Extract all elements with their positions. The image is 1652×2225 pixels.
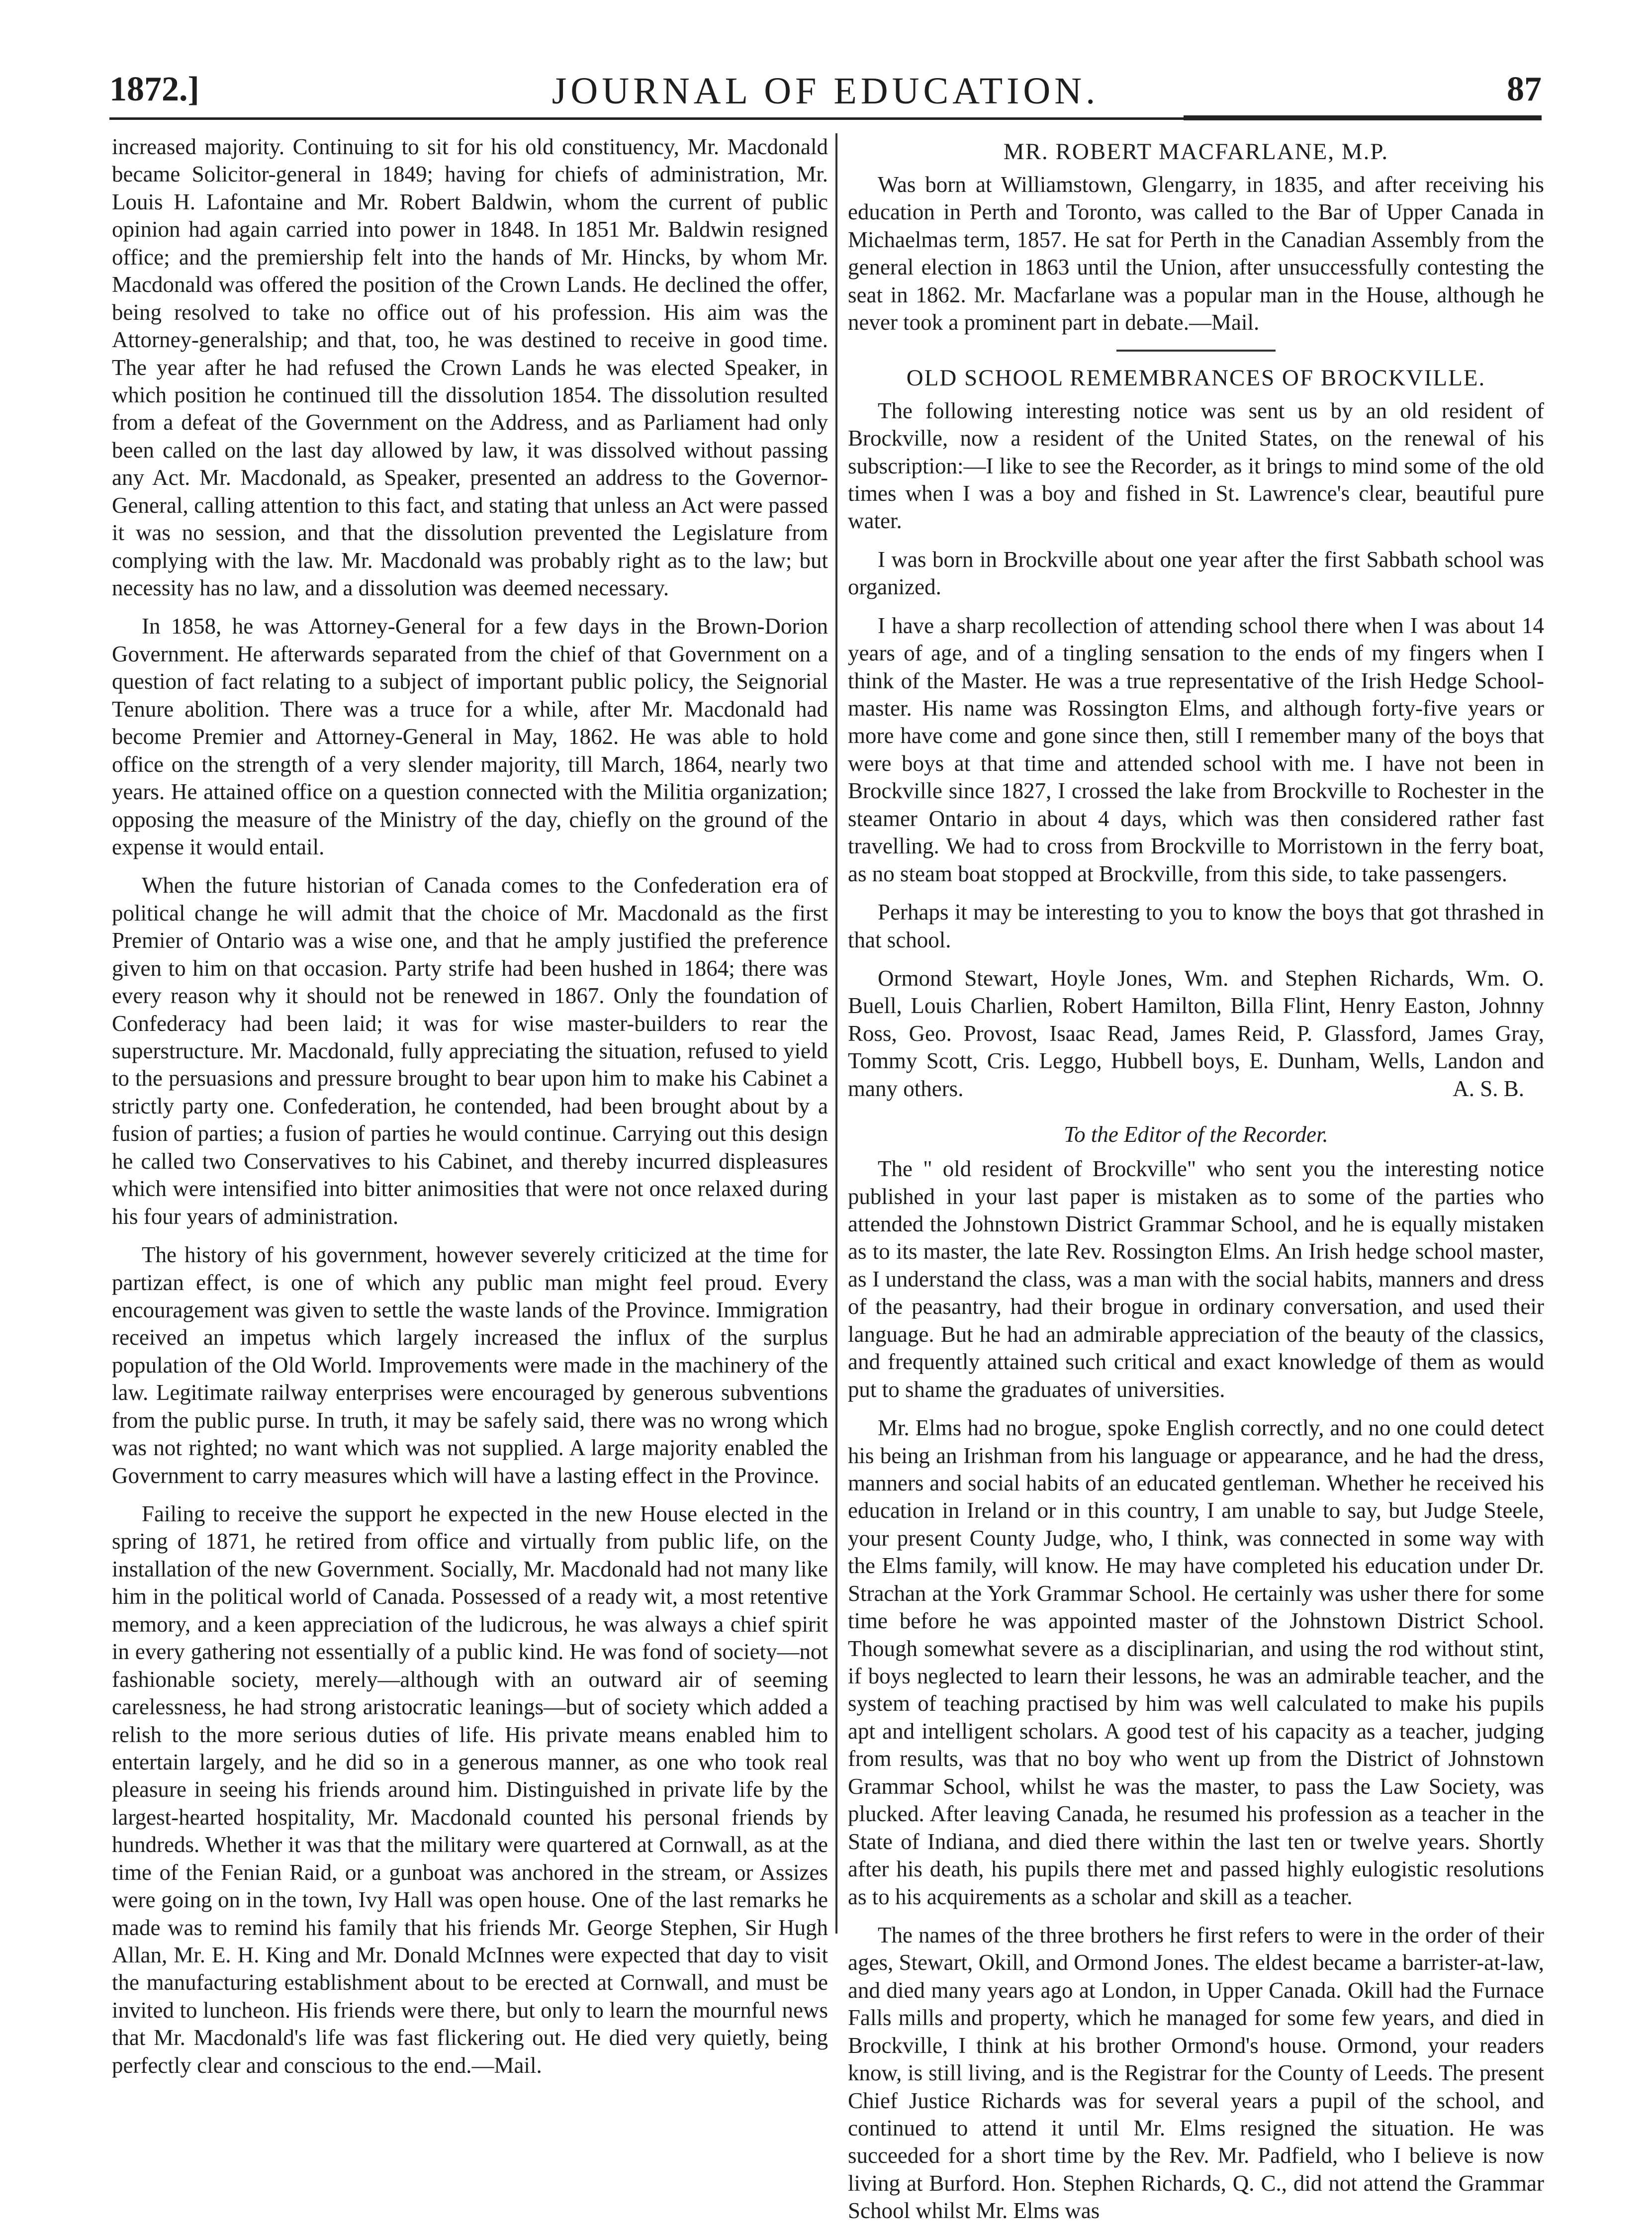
section-rule [1116,350,1276,352]
brockville-paragraph-1: The following interesting notice was sent us by an old resident of Brockville, now a resident of the United States, on the renewal of his subscription:—I like to see the Recorder, as it brings to mind some of the old times when I was a boy and fished in St. Lawrence's clear, beautiful pure water. [848,398,1544,534]
journal-title: JOURNAL OF EDUCATION. [551,70,1100,112]
left-paragraph-1: increased majority. Continuing to sit for his old constituency, Mr. Macdonald became Solicitor-general in 1849; having for chiefs of administration, Mr. Louis H. Lafontaine and Mr. Robert Baldwin, whom the current of public opinion had again carried into power in 1848. In 1851 Mr. Baldwin resigned office; and the premiership felt into the hands of Mr. Hincks, by whom Mr. Macdonald was offered the position of the Crown Lands. He declined the offer, being resolved to take no office out of his profession. His aim was the Attorney-generalship; and that, too, he was destined to receive in good time. The year after he had refused the Crown Lands he was elected Speaker, in which position he continued till the dissolution 1854. The dissolution resulted from a defeat of the Government on the Address, and as Parliament had only been called on the last day allowed by law, it was dissolved without passing any Act. Mr. Macdonald, as Speaker, presented an address to the Governor-General, calling attention to this fact, and stating that unless an Act were passed it was no session, and that the dissolution prevented the Legislature from complying with the law. Mr. Macdonald was probably right as to the law; but necessity has no law, and a dissolution was deemed necessary. [112,134,828,600]
boys-list: Ormond Stewart, Hoyle Jones, Wm. and Stephen Richards, Wm. O. Buell, Louis Charlien, Robert Hamilton, Billa Flint, Henry Easton, Johnny Ross, Geo. Provost, Isaac Read, James Reid, P. Glassford, James Gray, Tommy Scott, Cris. Leggo, Hubbell boys, E. Dunham, Wells, Landon and many others. [848,965,1544,1101]
brockville-paragraph-3: I have a sharp recollection of attending school there when I was about 14 years of age, and of a tingling sensation to the ends of my fingers when I think of the Master. He was a true representative of the Irish Hedge School-master. His name was Rossington Elms, and although forty-five years or more have come and gone since then, still I remember many of the boys that were boys at that time and attended school with me. I have not been in Brockville since 1827, I crossed the lake from Brockville to Rochester in the steamer Ontario in about 4 days, which was then considered rather fast travelling. We had to cross from Brockville to Morristown in the ferry boat, as no steam boat stopped at Brockville, from this side, to take passengers. [848,613,1544,886]
editor-paragraph-1: The " old resident of Brockville" who sent you the interesting notice published in your last paper is mistaken as to some of the parties who attended the Johnstown District Grammar School, and he is equally mistaken as to its master, the late Rev. Rossington Elms. An Irish hedge school master, as I understand the class, was a man with the social habits, manners and dress of the peasantry, had their brogue in ordinary conversation, and used their language. But he had an admirable appreciation of the beauty of the classics, and frequently attained such critical and exact knowledge of them as would put to shame the graduates of universities. [848,1156,1544,1402]
left-paragraph-5: Failing to receive the support he expected in the new House elected in the spring of 1871, he retired from office and virtually from public life, on the installation of the new Government. Socially, Mr. Macdonald had not many like him in the political world of Canada. Possessed of a ready wit, a most retentive memory, and a keen appreciation of the ludicrous, he was always a chief spirit in every gathering not essentially of a public kind. He was fond of society—not fashionable society, merely—although with an outward air of seeming carelessness, he had strong aristocratic leanings—but of society which added a relish to the more serious duties of life. His private means enabled him to entertain largely, and he did so in a generous manner, as one who took real pleasure in seeing his friends around him. Distinguished in private life by the largest-hearted hospitality, Mr. Macdonald counted his personal friends by hundreds. Whether it was that the military were quartered at Cornwall, as at the time of the Fenian Raid, or a gunboat was anchored in the stream, or Assizes were going on in the town, Ivy Hall was open house. One of the last remarks he made was to remind his family that his friends Mr. George Stephen, Sir Hugh Allan, Mr. E. H. King and Mr. Donald McInnes were expected that day to visit the manufacturing establishment about to be erected at Cornwall, and must be invited to luncheon. His friends were there, but only to learn the mournful news that Mr. Macdonald's life was fast flickering out. He died very quietly, being perfectly clear and conscious to the end.—Mail. [112,1501,828,2078]
header-rule-thick [1184,115,1542,120]
heading-brockville: OLD SCHOOL REMEMBRANCES OF BROCKVILLE. [906,365,1486,391]
editor-paragraph-2: Mr. Elms had no brogue, spoke English correctly, and no one could detect his being an Irishman from his language or appearance, and he had the dress, manners and social habits of an educated gentleman. Whether he received his education in Ireland or in this country, I am unable to say, but Judge Steele, your present County Judge, who, I think, was connected in some way with the Elms family, will know. He may have completed his education under Dr. Strachan at the York Grammar School. He certainly was usher there for some time before he was appointed master of the Johnstown District School. Though somewhat severe as a disciplinarian, and using the rod without stint, if boys neglected to learn their lessons, he was an admirable teacher, and the system of teaching practised by him was well calculated to make his pupils apt and intelligent scholars. A good test of his capacity as a teacher, judging from results, was that no boy who went up from the District of Johnstown Grammar School, whilst he was the master, to pass the Law Society, was plucked. After leaving Canada, he resumed his profession as a teacher in the State of Indiana, and died there within the last ten or twelve years. Shortly after his death, his pupils there met and passed highly eulogistic resolutions as to his acquirements as a scholar and skill as a teacher. [848,1415,1544,1909]
left-column [112,133,828,2157]
left-paragraph-4: The history of his government, however severely criticized at the time for partizan effect, is one of which any public man might feel proud. Every encouragement was given to settle the waste lands of the Province. Immigration received an impetus which largely increased the influx of the surplus population of the Old World. Improvements were made in the machinery of the law. Legitimate railway enterprises were encouraged by generous subventions from the public purse. In truth, it may be safely said, there was no wrong which was not righted; no want which was not supplied. A large majority enabled the Government to carry measures which will have a lasting effect in the Province. [112,1242,828,1488]
right-column [848,133,1544,2224]
macfarlane-paragraph: Was born at Williamstown, Glengarry, in 1835, and after receiving his education in Perth and Toronto, was called to the Bar of Upper Canada in Michaelmas term, 1857. He sat for Perth in the Canadian Assembly from the general election in 1863 until the Union, after unsuccessfully contesting the seat in 1862. Mr. Macfarlane was a popular man in the House, although he never took a prominent part in debate.—Mail. [848,172,1544,335]
page-header [109,60,1542,119]
signature: A. S. B. [1453,1076,1524,1101]
brockville-paragraph-4: Perhaps it may be interesting to you to know the boys that got thrashed in that school. [848,900,1544,952]
page-number: 87 [1507,70,1542,108]
left-paragraph-2: In 1858, he was Attorney-General for a few days in the Brown-Dorion Government. He afterwards separated from the chief of that Government on a question of fact relating to a subject of important public policy, the Seignorial Tenure abolition. There was a truce for a while, after Mr. Macdonald had become Premier and Attorney-General in May, 1862. He was able to hold office on the strength of a very slender majority, till March, 1864, nearly two years. He attained office on a question connected with the Militia organization; opposing the measure of the Ministry of the day, chiefly on the ground of the expense it would entail. [112,614,828,859]
heading-macfarlane: MR. ROBERT MACFARLANE, M.P. [1003,139,1389,165]
editor-heading: To the Editor of the Recorder. [1064,1122,1328,1147]
header-year: 1872.] [109,70,199,108]
left-paragraph-3: When the future historian of Canada comes to the Confederation era of political change he will admit that the choice of Mr. Macdonald as the first Premier of Ontario was a wise one, and that he amply justified the preference given to him on that occasion. Party strife had been hushed in 1864; there was every reason why it should not be renewed in 1867. Only the foundation of Confederacy had been laid; it was for wise master-builders to rear the superstructure. Mr. Macdonald, fully appreciating the situation, refused to yield to the persuasions and pressure brought to bear upon him to make his Cabinet a strictly party one. Confederation, he contended, had been brought about by a fusion of parties; a fusion of parties he would continue. Carrying out this design he called two Conservatives to his Cabinet, and thereby incurred displeasures which were intensified into bitter animosities that were not once relaxed during his four years of administration. [112,873,828,1229]
brockville-paragraph-5 [848,965,1544,1103]
editor-paragraph-3: The names of the three brothers he first refers to were in the order of their ages, Stewart, Okill, and Ormond Jones. The eldest became a barrister-at-law, and died many years ago at London, in Upper Canada. Okill had the Furnace Falls mills and property, which he managed for some few years, and died in Brockville, I think at his brother Ormond's house. Ormond, your readers know, is still living, and is the Registrar for the County of Leeds. The present Chief Justice Richards was for several years a pupil of the school, and continued to attend it until Mr. Elms resigned the situation. He was succeeded for a short time by the Rev. Mr. Padfield, who I believe is now living at Burford. Hon. Stephen Richards, Q. C., did not attend the Grammar School whilst Mr. Elms was [848,1922,1544,2224]
brockville-paragraph-2: I was born in Brockville about one year after the first Sabbath school was organized. [848,547,1544,600]
column-divider [835,133,837,1934]
